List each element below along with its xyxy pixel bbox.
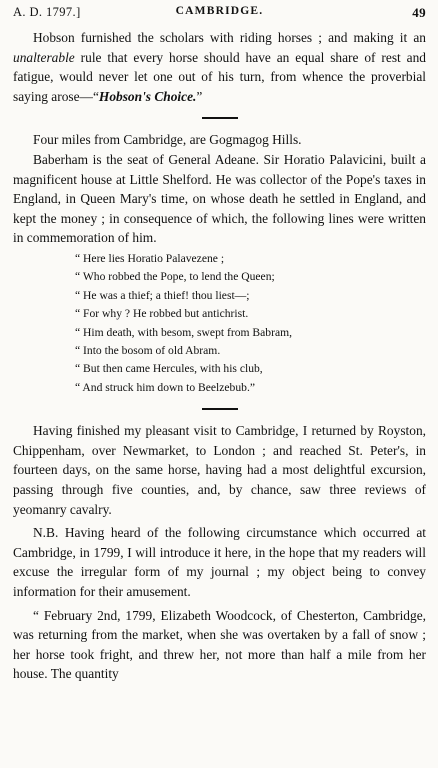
paragraph-hobson: Hobson furnished the scholars with riding horses ; and making it an unalterable rule that every horse should have an equal share of rest and fatigue, would never let one out of his turn, from whence the proverbial saying arose—“Hobson's Choice.” <box>13 30 426 104</box>
header-title: CAMBRIDGE. <box>175 5 264 17</box>
page-body <box>13 28 426 684</box>
page-number: 49 <box>412 5 426 20</box>
section-divider <box>202 117 238 119</box>
poem-line: “ He was a thief; a thief! thou liest—; <box>75 288 250 302</box>
epitaph-poem <box>75 250 426 397</box>
poem-line: “ For why ? He robbed but antichrist. <box>75 307 249 321</box>
emphasis-unalterable: unalterable <box>13 49 75 65</box>
poem-line: “ Here lies Horatio Palavezene ; <box>75 251 225 265</box>
paragraph-nota-bene: N.B. Having heard of the following circumstance which occurred at Cambridge, in 1799, I will introduce it here, in the hope that my readers will excuse the irregular form of my journal ; my object being to convey information for their amusement. <box>13 525 426 599</box>
poem-line: “ Who robbed the Pope, to lend the Queen; <box>75 270 275 284</box>
poem-line: “ And struck him down to Beelzebub.” <box>75 380 255 394</box>
paragraph-return-journey: Having finished my pleasant visit to Cambridge, I returned by Royston, Chippenham, over Newmarket, to London ; and reached St. Peter's, in fourteen days, on the same horse, having had a most delightful excursion, passing through five counties, and, by chance, saw three reviews of yeomanry cavalry. <box>13 423 426 517</box>
paragraph-woodcock: “ February 2nd, 1799, Elizabeth Woodcock, of Chesterton, Cambridge, was returning from the market, when she was overtaken by a fall of snow ; her horse took fright, and threw her, not more than half a mile from her house. The quantity <box>13 607 426 682</box>
section-divider <box>202 408 238 410</box>
poem-line: “ Into the bosom of old Abram. <box>75 343 221 357</box>
paragraph-baberham: Baberham is the seat of General Adeane. Sir Horatio Palavicini, built a magnificent house at Little Shelford. He was collector of the Pope's taxes in England, in Queen Mary's time, on whose death he settled in England, and kept the money ; in consequence of which, the following lines were written in commemoration of him. <box>13 151 426 246</box>
running-header <box>13 5 426 23</box>
header-date: A. D. 1797.] <box>13 5 81 19</box>
poem-line: “ Him death, with besom, swept from Babram, <box>75 325 293 339</box>
emphasis-hobsons-choice: Hobson's Choice. <box>98 88 197 104</box>
poem-line: “ But then came Hercules, with his club, <box>75 362 263 376</box>
paragraph-gogmagog: Four miles from Cambridge, are Gogmagog Hills. <box>33 132 302 148</box>
